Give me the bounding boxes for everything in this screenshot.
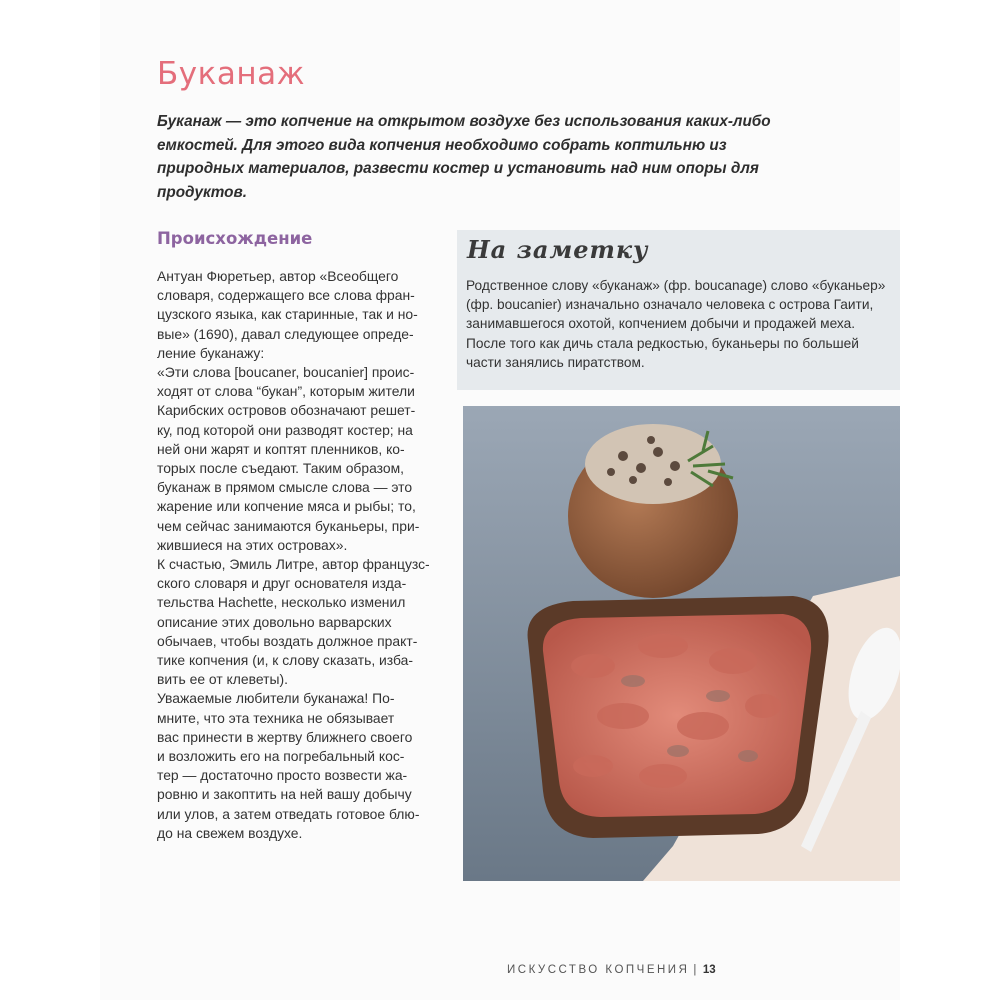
footer-book-title: ИСКУССТВО КОПЧЕНИЯ <box>507 964 690 976</box>
note-title: На заметку <box>467 235 649 264</box>
text-line: обычаев, чтобы воздать должное практ- <box>157 632 418 649</box>
note-box <box>457 230 900 390</box>
food-photo-illustration <box>463 406 900 881</box>
body-paragraph-1 <box>157 267 433 363</box>
text-line: цузского языка, как старинные, так и но- <box>157 306 418 323</box>
text-line: до на свежем воздухе. <box>157 824 303 841</box>
body-text-column <box>157 267 433 843</box>
page-title: Буканаж <box>157 56 306 92</box>
text-line: ского словаря и друг основателя изда- <box>157 575 407 592</box>
section-heading: Происхождение <box>157 229 313 248</box>
intro-paragraph: Буканаж — это копчение на открытом воздухе без использования каких-либо емкостей. Для этого вида копчения необходимо собрать коптильню из природных материалов, развести костер и установить над ним опоры для продуктов. <box>157 113 771 201</box>
text-line: вить ее от клеветы). <box>157 671 288 688</box>
text-line: вые» (1690), давал следующее опреде- <box>157 325 414 342</box>
note-text: Родственное слову «буканаж» (фр. boucanage) слово «буканьер» (фр. boucanier) изначально означало человека с острова Гаити, занимавшегося охотой, копчением добычи и продажей меха. После того как дичь стала редкостью, буканьеры по большей части занялись пиратством. <box>466 278 886 370</box>
text-line: ление буканажу: <box>157 344 265 361</box>
page-footer <box>507 964 716 976</box>
text-line: или улов, а затем отведать готовое блю- <box>157 805 420 822</box>
body-paragraph-2 <box>157 555 433 689</box>
text-line: чем сейчас занимаются буканьеры, при- <box>157 517 420 534</box>
text-line: ней они жарят и коптят пленников, ко- <box>157 440 405 457</box>
text-line: тельства Hachette, несколько изменил <box>157 594 406 611</box>
text-line: торых после съедают. Таким образом, <box>157 460 405 477</box>
text-line: мните, что эта техника не обязывает <box>157 709 395 726</box>
text-line: вас принести в жертву ближнего своего <box>157 728 413 745</box>
text-line: жарение или копчение мяса и рыбы; то, <box>157 498 416 515</box>
food-photo <box>463 406 900 881</box>
page-number: 13 <box>702 964 716 976</box>
text-line: «Эти слова [boucaner, boucanier] проис- <box>157 364 415 381</box>
text-line: тер — достаточно просто возвести жа- <box>157 767 408 784</box>
footer-separator: | <box>693 964 699 976</box>
text-line: словаря, содержащего все слова фран- <box>157 287 415 304</box>
text-line: ходят от слова “букан”, которым жители <box>157 383 415 400</box>
text-line: К счастью, Эмиль Литре, автор французс- <box>157 556 430 573</box>
text-line: Уважаемые любители буканажа! По- <box>157 690 395 707</box>
body-paragraph-quote <box>157 363 433 555</box>
text-line: буканаж в прямом смысле слова — это <box>157 479 413 496</box>
text-line: жившиеся на этих островах». <box>157 536 348 553</box>
text-line: ровню и закоптить на ней вашу добычу <box>157 786 412 803</box>
text-line: и возложить его на погребальный кос- <box>157 748 405 765</box>
text-line: Антуан Фюретьер, автор «Всеобщего <box>157 268 399 284</box>
text-line: тике копчения (и, к слову сказать, изба- <box>157 652 414 669</box>
text-line: Карибских островов обозначают решет- <box>157 402 416 419</box>
text-line: ку, под которой они разводят костер; на <box>157 421 413 438</box>
text-line: описание этих довольно варварских <box>157 613 392 630</box>
body-paragraph-3 <box>157 689 433 843</box>
